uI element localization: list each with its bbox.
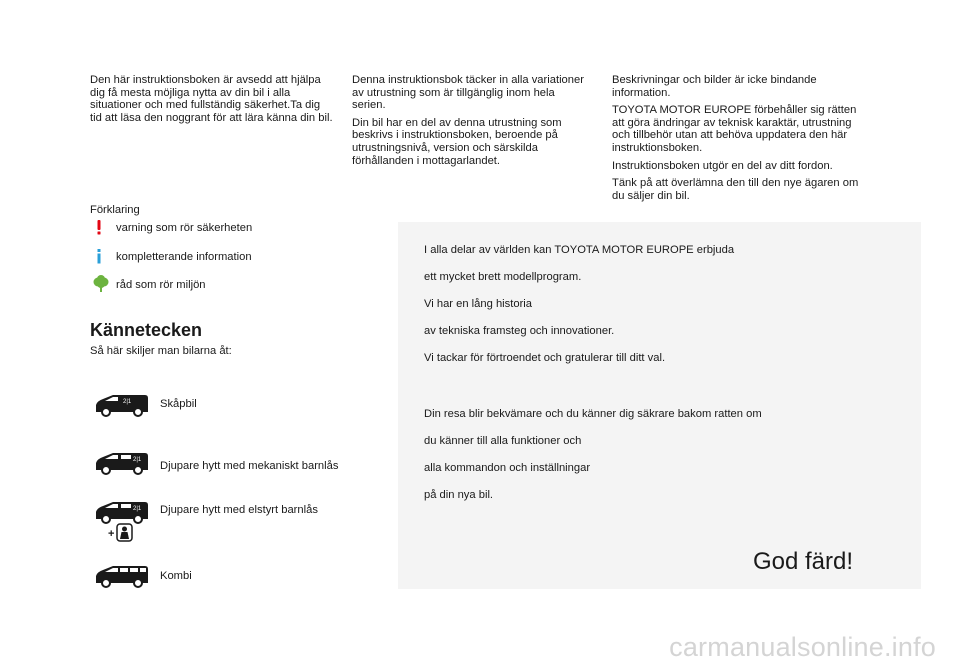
legend-item-info (92, 249, 252, 265)
panel-line: Vi tackar för förtroendet och gratulerar till ditt val. (424, 352, 666, 364)
panel-line: alla kommandon och inställningar (424, 462, 591, 474)
kombi-icon (93, 564, 151, 593)
intro-paragraph: TOYOTA MOTOR EUROPE förbehåller sig rätten att göra ändringar av teknisk karaktär, utrustning och tillbehör utan att behöva uppdatera den här instruktionsboken. (612, 104, 857, 154)
intro-paragraph: Instruktionsboken utgör en del av ditt fordon. (612, 159, 833, 172)
panel-line: du känner till alla funktioner och (424, 435, 582, 447)
crew-cab-electric-lock-icon (93, 500, 153, 549)
intro-paragraph: Tänk på att överlämna den till den nye ägaren om du säljer din bil. (612, 177, 859, 202)
welcome-panel (398, 222, 921, 589)
intro-paragraph: Denna instruktionsbok täcker in alla variationer av utrustning som är tillgänglig inom hela serien. (352, 74, 584, 112)
vehicle-label: Djupare hytt med elstyrt barnlås (160, 504, 318, 516)
intro-column-1 (90, 74, 335, 129)
intro-paragraph: Den här instruktionsboken är avsedd att hjälpa dig få mesta möjliga nytta av din bil i alla situationer och med fullständig säkerhet.Ta dig tid att läsa den noggrant för att lära känna din bil. (90, 74, 333, 124)
section-title: Kännetecken (90, 320, 203, 340)
svg-text:2|1: 2|1 (133, 457, 142, 463)
svg-text:2|1: 2|1 (123, 399, 132, 405)
legend-label: varning som rör säkerheten (116, 222, 253, 234)
panel-line: Vi har en lång historia (424, 298, 533, 310)
crew-cab-van-icon (93, 451, 151, 480)
legend-item-warning (92, 220, 252, 236)
vehicle-label: Djupare hytt med mekaniskt barnlås (160, 460, 339, 472)
van-icon (93, 393, 151, 422)
panel-line: av tekniska framsteg och innovationer. (424, 325, 615, 337)
intro-paragraph: Beskrivningar och bilder är icke bindande information. (612, 74, 817, 99)
intro-column-3 (612, 74, 862, 207)
svg-text:2|1: 2|1 (133, 506, 142, 512)
info-icon (92, 248, 110, 267)
farewell-text: God färd! (752, 548, 853, 575)
tree-icon (92, 275, 110, 296)
legend-label: råd som rör miljön (116, 279, 206, 291)
legend-label: kompletterande information (116, 251, 252, 263)
legend-title: Förklaring (90, 204, 140, 216)
panel-line: ett mycket brett modellprogram. (424, 271, 582, 283)
vehicle-label: Skåpbil (160, 398, 197, 410)
legend-item-environment (92, 277, 206, 293)
watermark: carmanualsonline.info (669, 632, 936, 662)
panel-line: på din nya bil. (424, 489, 494, 501)
intro-column-2 (352, 74, 587, 172)
section-subtitle: Så här skiljer man bilarna åt: (90, 345, 232, 357)
panel-line: Din resa blir bekvämare och du känner dig säkrare bakom ratten om (424, 408, 762, 420)
panel-line: I alla delar av världen kan TOYOTA MOTOR EUROPE erbjuda (424, 244, 735, 256)
vehicle-label: Kombi (160, 570, 192, 582)
exclamation-icon (92, 219, 110, 238)
svg-text:+: + (108, 528, 115, 540)
intro-paragraph: Din bil har en del av denna utrustning som beskrivs i instruktionsboken, beroende på utrustningsnivå, version och särskilda förhållanden i mottagarlandet. (352, 116, 562, 167)
